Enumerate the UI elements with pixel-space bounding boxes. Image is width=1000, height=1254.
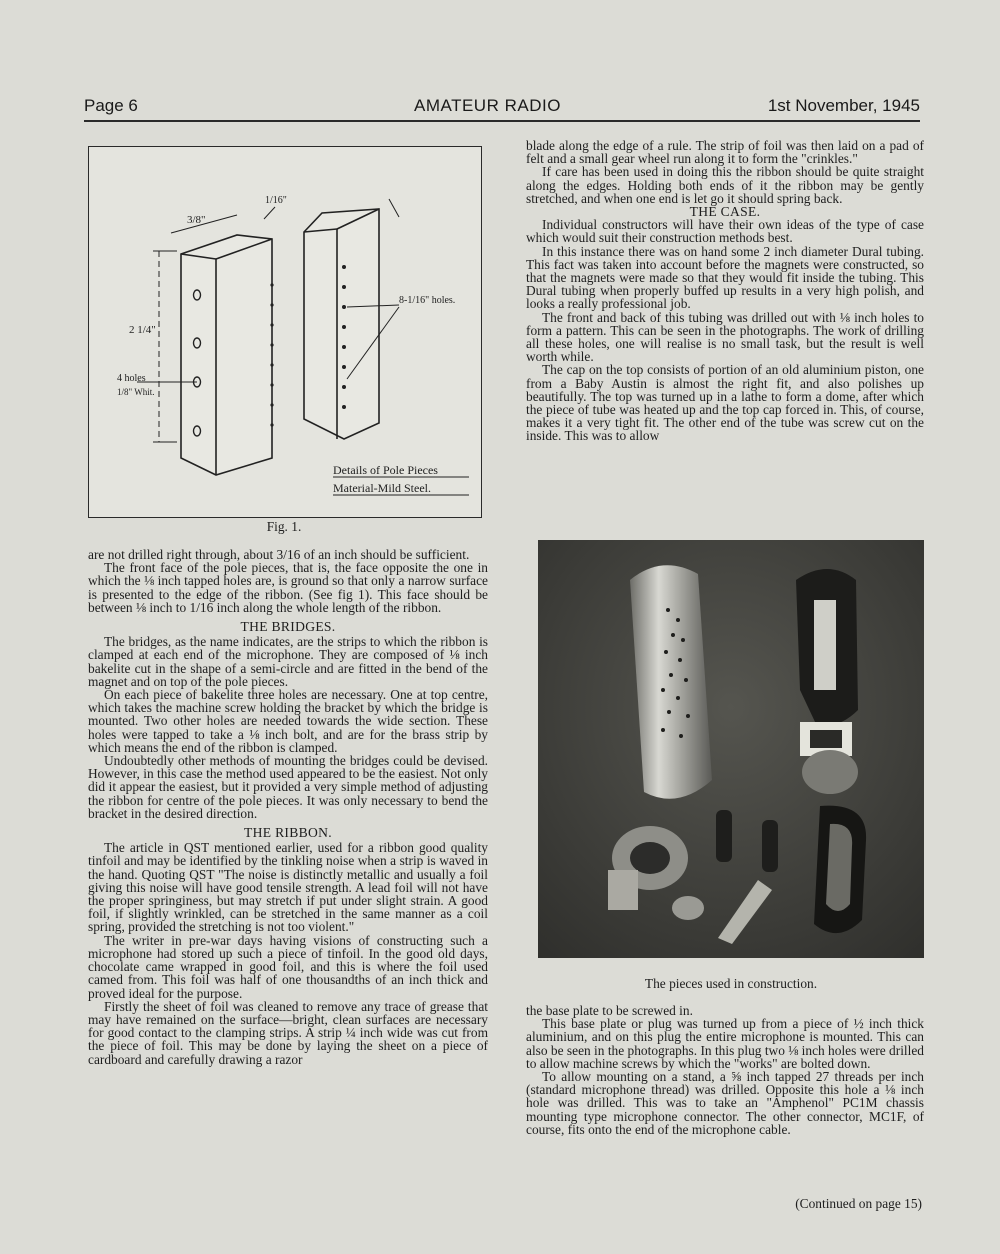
issue-date: 1st November, 1945 — [767, 96, 920, 115]
heading-case: THE CASE. — [689, 204, 761, 220]
photo-microphone-parts — [538, 540, 924, 958]
figure-material: Material-Mild Steel. — [333, 481, 431, 495]
four-holes-label: 4 holes — [117, 373, 146, 384]
paragraph: The cap on the top consists of portion of an old aluminium piston, one from a Baby Austin is almost the right fit, and also polishes up beautifully. The top was turned up in a lathe to form a dome, after which the piece of tube was heated up and the top cap forced in. This, of course, makes it a very tight fit. The other end of the tube was screw cut on the inside. This was to allow — [526, 362, 924, 444]
paragraph: Undoubtedly other methods of mounting the bridges could be devised. However, in this case the method used appeared to be the easiest. Not only did it appear the easiest, but it provided a very simple method of adjusting the ribbon for centre of the pole pieces. It was only necessary to bend the bracket in the desired direction. — [88, 753, 488, 821]
paragraph: The front face of the pole pieces, that is, the face opposite the one in which the ⅛ inch tapped holes are, is ground so that only a narrow surface is presented to the edge of the ribbon. (See fig 1). This face should be between ⅛ inch to 1/16 inch along the whole length of the ribbon. — [88, 560, 488, 615]
dim-top-label: 3/8" — [187, 214, 206, 226]
paragraph: The writer in pre-war days having visions of constructing such a microphone had stored up such a piece of tinfoil. In the good old days, chocolate came wrapped in good foil, and this is where the foil used camed from. This foil was half of one thousandths of an inch thick and proved ideal for the purpose. — [88, 932, 488, 1001]
dim-height-label: 2 1/4" — [129, 324, 156, 336]
four-holes-size-label: 1/8" Whit. — [117, 387, 155, 397]
paragraph: Firstly the sheet of foil was cleaned to remove any trace of grease that may have remained on the surface—bright, clean surfaces are necessary for good contact to the clamping strips. A strip ¼ inch wide was cut from the piece of foil. This may be done by laying the sheet on a piece of cardboard and carefully drawing a razor — [88, 998, 488, 1067]
eight-holes-label: 8-1/16" holes. — [399, 295, 456, 306]
figure-pole-pieces — [88, 146, 482, 518]
paragraph: The bridges, as the name indicates, are the strips to which the ribbon is clamped at each end of the microphone. They are composed of ⅛ inch bakelite cut in the shape of a semi-circle and are fitted in the bend of the magnet and on top of the pole pieces. — [88, 634, 488, 689]
paragraph: If care has been used in doing this the ribbon should be quite straight along the edges. Holding both ends of it the ribbon may be gently stretched, and when one end is let go it should spring back. — [526, 164, 924, 206]
heading-ribbon: THE RIBBON. — [244, 825, 332, 841]
paragraph: Individual constructors will have their own ideas of the type of case which would suit their construction methods best. — [526, 217, 924, 246]
paragraph: blade along the edge of a rule. The strip of foil was then laid on a pad of felt and a small gear wheel run along it to form the "crinkles." — [526, 138, 924, 167]
paragraph: are not drilled right through, about 3/16 of an inch should be sufficient. — [88, 547, 470, 562]
photo-caption: The pieces used in construction. — [644, 976, 818, 991]
dim-thickness-label: 1/16" — [265, 195, 287, 206]
right-column-top — [526, 139, 924, 443]
paragraph: In this instance there was on hand some 2 inch diameter Dural tubing. This fact was taken into account before the magnets were constructed, so that the magnets were made so that they would fit inside the tubing. This Dural tubing when properly buffed up results in a very high polish, and looks a really professional job. — [526, 243, 924, 312]
paragraph: On each piece of bakelite three holes are necessary. One at top centre, which takes the machine screw holding the bracket by which the bridge is mounted. Two other holes are needed towards the wide section. These holes were tapped to take a ⅛ inch bolt, and are for the brass strip by which means the end of the ribbon is clamped. — [88, 687, 488, 755]
paragraph: This base plate or plug was turned up from a piece of ½ inch thick aluminium, and on this plug the entire microphone is mounted. This can also be seen in the photographs. In this plug two ⅛ inch holes were drilled to allow machine screws by which the "works" are bolted down. — [526, 1016, 924, 1071]
paragraph: To allow mounting on a stand, a ⅝ inch tapped 27 threads per inch (standard microphone thread) was drilled. Opposite this hole a ⅛ inch hole was drilled. This was to take an "Amphenol" PC1M chassis mounting type microphone connector. The other connector, MC1F, of course, fits onto the end of the microphone cable. — [526, 1069, 924, 1137]
right-column-bottom — [526, 1004, 924, 1136]
figure-caption: Fig. 1. — [266, 519, 302, 534]
continued-note: (Continued on page 15) — [795, 1196, 922, 1211]
header-rule — [84, 120, 920, 122]
figure-title: Details of Pole Pieces — [333, 463, 438, 477]
paragraph: the base plate to be screwed in. — [526, 1003, 693, 1018]
page-header — [84, 96, 920, 118]
left-column — [88, 548, 488, 1066]
paragraph: The front and back of this tubing was drilled out with ⅛ inch holes to form a pattern. This can be seen in the photographs. The work of drilling all these holes, one will realise is no small task, but the result is well worth while. — [526, 309, 924, 365]
microphone-parts-image — [538, 540, 924, 958]
paragraph: The article in QST mentioned earlier, used for a ribbon good quality tinfoil and may be identified by the tinkling noise when a strip is waved in the hand. Quoting QST "The noise is distinctly metallic and usually a foil giving this noise will have good tensile strength. A lead foil will not have the proper springiness, but may stretch if put under slight strain. A good foil, if slightly wrinkled, can be stretched in the same manner as a coil spring, provided the stretching is not too violent." — [88, 840, 488, 935]
magazine-title: AMATEUR RADIO — [414, 96, 561, 115]
page-number: Page 6 — [84, 96, 138, 115]
heading-bridges: THE BRIDGES. — [240, 619, 336, 635]
pole-piece-drawing — [89, 147, 481, 517]
